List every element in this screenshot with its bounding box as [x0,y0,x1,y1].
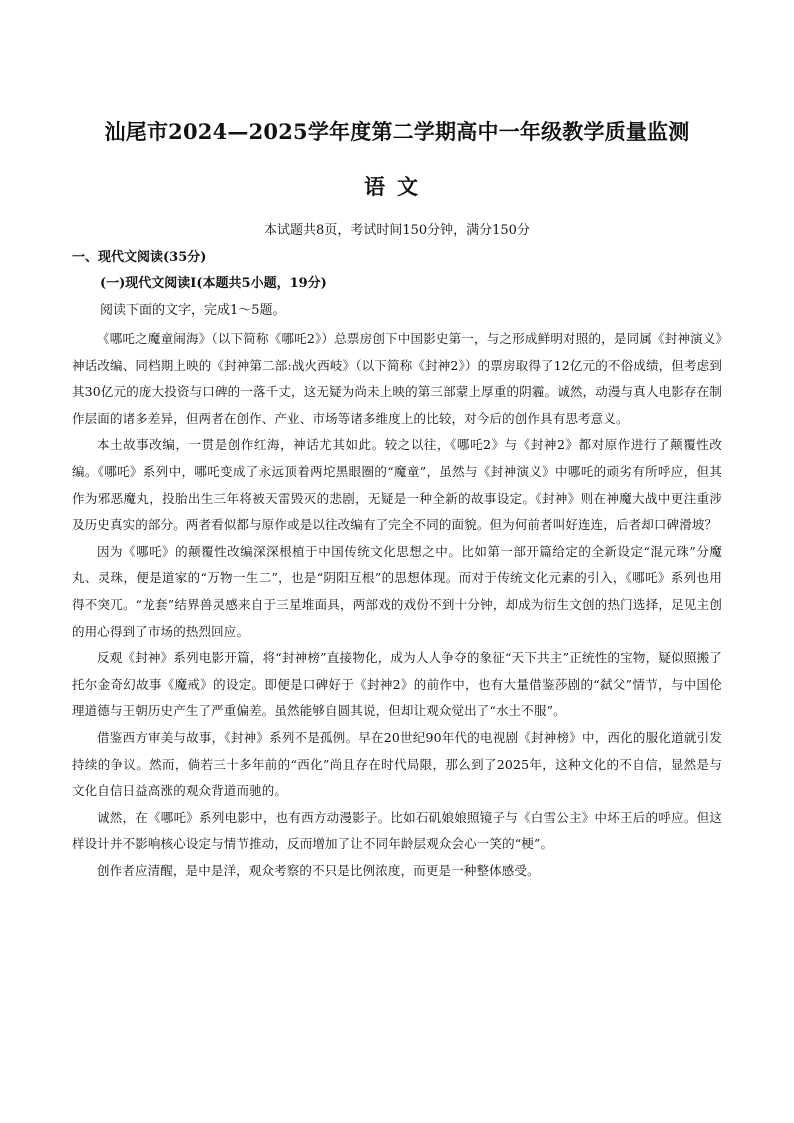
section-heading: 一、现代文阅读(35分) [72,250,207,265]
subsection-heading: (一)现代文阅读Ⅰ(本题共5小题，19分) [100,276,327,291]
passage-paragraph: 《哪吒之魔童闹海》（以下简称《哪吒2》）总票房创下中国影史第一，与之形成鲜明对照的，是同属《封神演义》神话改编、同档期上映的《封神第二部:战火西岐》（以下简称《封神2》）的票房取得了12亿元的不俗成绩，但考虑到其30亿元的庞大投资与口碑的一落千丈，这无疑为尚未上映的第三部蒙上厚重的阴霾。诚然，动漫与真人电影存在制作层面的诸多差异，但两者在创作、产业、市场等诸多维度上的比较，对今后的创作具有思考意义。 [72,331,722,426]
exam-info: 本试题共8页，考试时间150分钟，满分150分 [264,223,530,238]
passage-paragraph: 诚然，在《哪吒》系列电影中，也有西方动漫影子。比如石矶娘娘照镜子与《白雪公主》中坏王后的呼应。但这样设计并不影响核心设定与情节推动，反而增加了让不同年龄层观众会心一笑的“梗”。 [72,809,722,852]
passage-paragraph: 反观《封神》系列电影开篇，将“封神榜”直接物化，成为人人争夺的象征“天下共主”正统性的宝物，疑似照搬了托尔金奇幻故事《魔戒》的设定。即便是口碑好于《封神2》的前作中，也有大量借鉴莎剧的“弑父”情节，与中国伦理道德与王朝历史产生了严重偏差。虽然能够自圆其说，但却让观众觉出了“水土不服”。 [72,650,722,719]
reading-instruction: 阅读下面的文字，完成1～5题。 [100,303,286,318]
passage-paragraph: 借鉴西方审美与故事，《封神》系列不是孤例。早在20世纪90年代的电视剧《封神榜》中，西化的服化道就引发持续的争议。然而，倘若三十多年前的“西化”尚且存在时代局限，那么到了2025年，这种文化的不自信，显然是与文化自信日益高涨的观众背道而驰的。 [72,729,722,799]
passage-paragraph: 本土故事改编，一贯是创作红海，神话尤其如此。较之以往，《哪吒2》与《封神2》都对原作进行了颠覆性改编。《哪吒》系列中，哪吒变成了永远顶着两坨黑眼圈的“魔童”，虽然与《封神演义》中哪吒的顽劣有所呼应，但其作为邪恶魔丸，投胎出生三年将被天雷毁灭的悲剧，无疑是一种全新的故事设定。《封神》则在神魔大战中更注重涉及历史真实的部分。两者看似都与原作或是以往改编有了完全不同的面貌。但为何前者叫好连连，后者却口碑滑坡？ [72,437,722,533]
subject-heading: 语文 [364,174,430,199]
reading-passage [72,326,722,884]
exam-title: 汕尾市2024—2025学年度第二学期高中一年级教学质量监测 [104,119,690,144]
passage-paragraph: 创作者应清醒，是中是洋，观众考察的不只是比例浓度，而更是一种整体感受。 [97,862,540,878]
passage-paragraph: 因为《哪吒》的颠覆性改编深深根植于中国传统文化思想之中。比如第一部开篇给定的全新设定“混元珠”分魔丸、灵珠，便是道家的“万物一生二”，也是“阴阳互根”的思想体现。而对于传统文化元素的引入，《哪吒》系列也用得不突兀。“龙套”结界兽灵感来自于三星堆面具，两部戏的戏份不到十分钟，却成为衍生文创的热门选择，足见主创的用心得到了市场的热烈回应。 [72,543,722,639]
